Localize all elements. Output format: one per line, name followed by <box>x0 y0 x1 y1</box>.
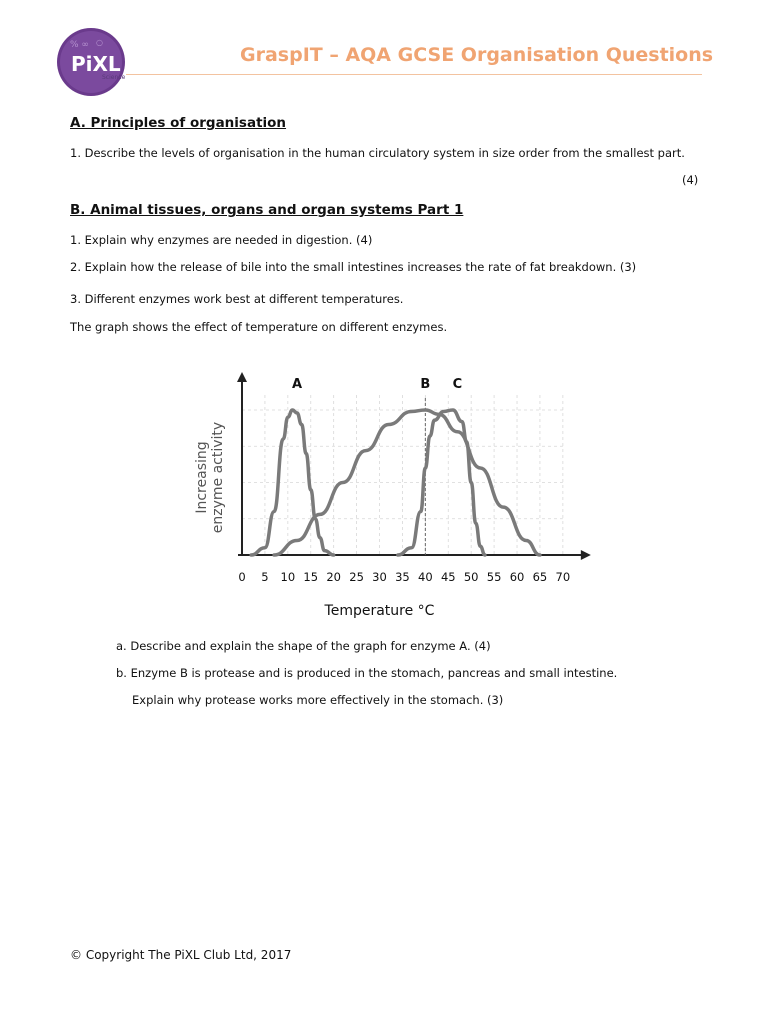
section-b-heading: B. Animal tissues, organs and organ systems Part 1 <box>70 202 464 218</box>
pixl-logo <box>56 27 126 97</box>
x-tick-label: 20 <box>326 570 341 584</box>
logo-subtext: Science <box>102 74 126 81</box>
x-tick-label: 65 <box>532 570 548 584</box>
x-tick-label: 25 <box>349 570 364 584</box>
x-tick-label: 55 <box>486 570 502 584</box>
question-3a: a. Describe and explain the shape of the graph for enzyme A. (4) <box>116 639 491 653</box>
x-tick-label: 0 <box>238 570 246 584</box>
x-tick-label: 35 <box>395 570 410 584</box>
y-axis-arrow <box>237 372 247 382</box>
section-a-question-1: 1. Describe the levels of organisation in the human circulatory system in size order from the smallest part. <box>70 146 685 160</box>
chart-series-labels <box>292 377 462 392</box>
chart-grid <box>242 395 563 555</box>
graph-intro-text: The graph shows the effect of temperature on different enzymes. <box>70 320 448 334</box>
section-a-question-1-marks: (4) <box>682 173 699 187</box>
series-label-c: C <box>452 377 463 392</box>
copyright-footer: © Copyright The PiXL Club Ltd, 2017 <box>70 948 292 962</box>
series-label-b: B <box>420 377 431 392</box>
section-a-heading: A. Principles of organisation <box>70 115 287 131</box>
enzyme-temperature-chart <box>185 360 605 628</box>
x-tick-label: 45 <box>440 570 456 584</box>
section-b-question-1: 1. Explain why enzymes are needed in digestion. (4) <box>70 233 373 247</box>
x-tick-label: 10 <box>280 570 296 584</box>
x-axis-arrow <box>581 550 591 560</box>
section-b-question-2: 2. Explain how the release of bile into the small intestines increases the rate of fat breakdown. (3) <box>70 260 637 274</box>
x-tick-label: 15 <box>303 570 319 584</box>
x-tick-label: 50 <box>463 570 479 584</box>
y-label-line-1: Increasing <box>194 441 210 514</box>
series-label-a: A <box>291 377 303 392</box>
section-b-question-3: 3. Different enzymes work best at different temperatures. <box>70 292 404 306</box>
x-tick-label: 30 <box>372 570 387 584</box>
x-tick-label: 70 <box>555 570 571 584</box>
x-tick-label: 5 <box>261 570 269 584</box>
logo-text: PiXL <box>71 52 121 76</box>
header-divider <box>126 74 702 75</box>
x-tick-label: 60 <box>509 570 525 584</box>
y-label-line-2: enzyme activity <box>210 421 226 534</box>
svg-text:% ∞: % ∞ <box>70 40 89 50</box>
chart-y-axis-label <box>194 422 226 533</box>
question-3b: b. Enzyme B is protease and is produced in the stomach, pancreas and small intestine. <box>116 666 618 680</box>
svg-text:○: ○ <box>96 38 103 47</box>
chart-axes <box>237 372 591 560</box>
question-3b-continued: Explain why protease works more effectively in the stomach. (3) <box>132 693 504 707</box>
x-tick-label: 40 <box>418 570 433 584</box>
chart-x-ticks <box>238 570 570 584</box>
chart-x-axis-label: Temperature °C <box>324 603 435 619</box>
page-title: GraspIT – AQA GCSE Organisation Questions <box>240 44 714 66</box>
